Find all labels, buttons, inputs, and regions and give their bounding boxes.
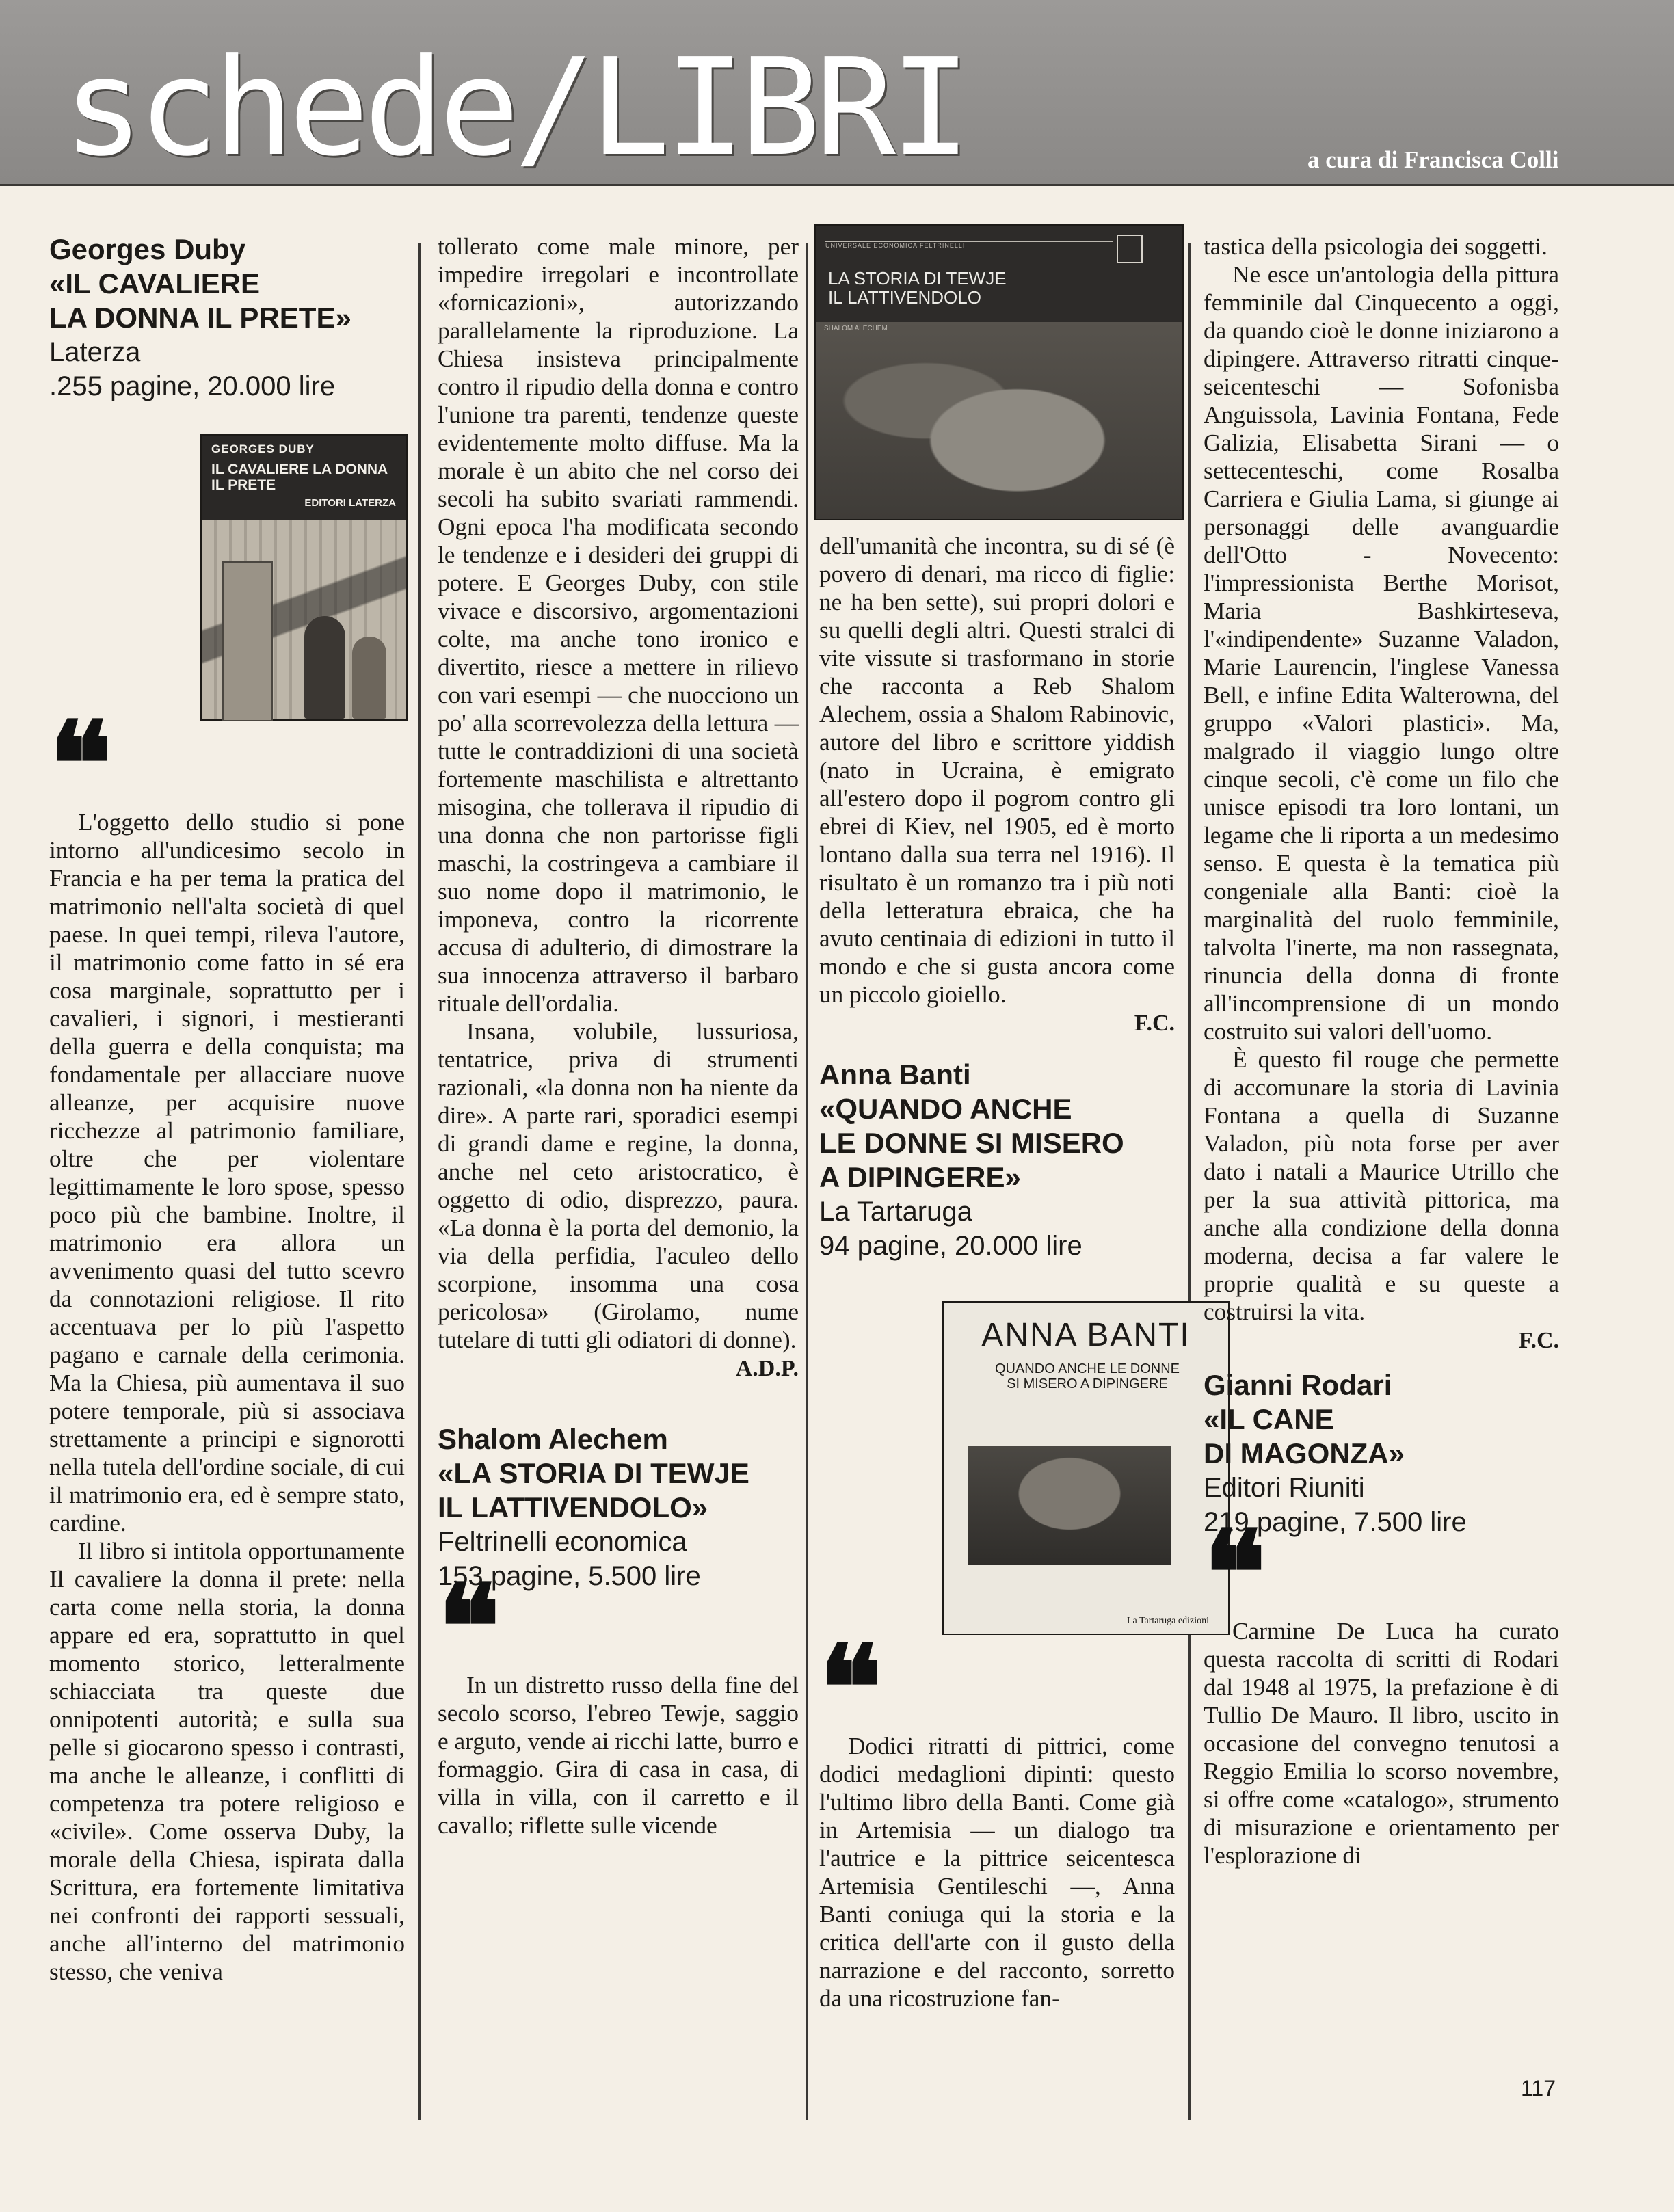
review-signature: F.C. xyxy=(1518,1328,1559,1353)
editor-credit: a cura di Francisca Colli xyxy=(1307,146,1559,173)
review-signature: F.C. xyxy=(1134,1011,1175,1036)
column-3 xyxy=(819,232,1209,2012)
book-info: .255 pagine, 20.000 lire xyxy=(49,371,336,401)
book-author: Gianni Rodari xyxy=(1204,1369,1392,1401)
review-paragraph: dell'umanità che incontra, su di sé (è povero di denari, ma ricco di figlie: ne ha ben sette), sui propri dolori e su quelli degli altri. Questi stralci di vite vissute si trasformano in storie che racconta a Reb Shalom Alechem, ossia a Shalom Rabinovic, autore del libro e scrittore yiddish (nato in Ucraina, è emigrato all'estero dopo il pogrom contro gli ebrei di Kiev, nel 1905, ed è morto lontano dalla sua terra nel 1916). Il risultato è un romanzo tra i più noti della letteratura ebraica, che ha avuto centinaia di edizioni in tutto il mondo e che si gusta ancora come un piccolo gioiello. xyxy=(819,533,1175,1008)
review-body-duby xyxy=(49,808,405,1986)
publisher-logo-icon xyxy=(1117,235,1143,263)
review-paragraph: È questo fil rouge che permette di accomunare la storia di Lavinia Fontana a quella di Suzanne Valadon, più nota forse per aver dato i natali a Maurice Utrillo che per la sua attività pittorica, ma anche alla condizione della donna moderna, decisa a far valere le proprie qualità e su queste a costruirsi la vita. xyxy=(1204,1046,1559,1325)
review-heading-banti xyxy=(819,1058,1175,1263)
section-title: schede/LIBRI xyxy=(63,30,966,186)
review-paragraph: L'oggetto dello studio si pone intorno all'undicesimo secolo in Francia e ha per tema la pratica del matrimonio nell'alta società di quel paese. In quei tempi, rileva l'autore, il matrimonio come fatto in sé era cosa marginale, soprattutto per i cavalieri, i signori, i mestieranti della guerra e della conquista; ma fondamentale per allacciare nuove alleanze, per acquisire nuove ricchezze al patrimonio familiare, oltre che per violentare legittimamente le loro spose, spesso poco più che bambine. Inoltre, il matrimonio era allora un avvenimento quasi del tutto scevro da connotazioni religiose. Il rito accentuava per lo più l'aspetto pagano e carnale della cerimonia. Ma la Chiesa, più aumentava il suo potere temporale, più si associava strettamente a principi e signorotti nella tutela dell'ordine sociale, di cui il matrimonio era, ed è sempre stato, cardine. xyxy=(49,809,405,1536)
cover-illustration xyxy=(202,520,406,719)
column-2 xyxy=(438,232,799,1839)
review-paragraph: Il libro si intitola opportunamente Il cavaliere la donna il prete: nella carta come nella storia, la donna appare ed era, soprattutto in quel momento storico, letteralmente schiacciata tra queste due onnipotenti autorità; e sulla sua pelle si giocarono spesso i contrasti, ma anche le alleanze, i conflitti di competenza tra potere religioso e «civile». Come osserva Duby, la morale della Chiesa, ispirata dalla Scrittura, era fortemente limitativa nei confronti dei rapporti sessuali, anche all'interno del matrimonio stesso, che veniva xyxy=(49,1538,405,1985)
book-cover-banti xyxy=(942,1301,1230,1635)
cover-illustration xyxy=(968,1446,1171,1565)
review-heading-rodari xyxy=(1204,1368,1559,1539)
column-rule xyxy=(418,243,421,2120)
cover-title: LA STORIA DI TEWJE IL LATTIVENDOLO xyxy=(828,268,1007,308)
review-body-alechem xyxy=(438,1671,799,1839)
review-paragraph: Carmine De Luca ha curato questa raccolta di scritti di Rodari dal 1948 al 1975, la prefazione è di Tullio De Mauro. Il libro, uscito in occasione del convegno tenutosi a Reggio Emilia lo scorso novembre, si offre come «catalogo», strumento di misurazione e orientamento per l'esplorazione di xyxy=(1204,1618,1559,1869)
quote-mark-icon: ❝ xyxy=(819,1625,873,1754)
column-rule xyxy=(1188,243,1191,2120)
quote-mark-icon: ❝ xyxy=(438,1564,491,1693)
cover-author: GEORGES DUBY xyxy=(211,442,315,455)
cover-author: SHALOM ALECHEM xyxy=(824,325,888,332)
quote-mark-icon: ❝ xyxy=(1204,1510,1257,1639)
review-paragraph: Insana, volubile, lussuriosa, tentatrice, priva di strumenti razionali, «la donna non ha niente da dire». A parte rari, sporadici esempi di grandi dame e regine, la donna, anche nel ceto aristocratico, è oggetto di odio, disprezzo, paura. «La donna è la porta del demonio, la via della perfidia, l'aculeo dello scorpione, insomma una cosa pericolosa» (Girolamo, nume tutelare di tutti gli odiatori di donne). xyxy=(438,1018,799,1353)
cover-author: ANNA BANTI xyxy=(981,1317,1191,1353)
page-number: 117 xyxy=(1521,2076,1556,2101)
column-1 xyxy=(49,232,405,1986)
review-heading-duby xyxy=(49,232,405,403)
book-info: 153 pagine, 5.500 lire xyxy=(438,1561,701,1591)
review-body-banti-continued xyxy=(1204,232,1559,1326)
review-paragraph: Ne esce un'antologia della pittura femminile dal Cinquecento a oggi, da quando cioè le donne iniziarono a dipingere. Attraverso ritratti cinque-seicenteschi — Sofonisba Anguissola, Lavinia Fontana, Fede Galizia, Elisabetta Sirani — o settecenteschi, come Rosalba Carriera e Giulia Lama, si giunge ai personaggi delle avanguardie dell'Otto - Novecento: l'impressionista Berthe Morisot, Maria Bashkirteseva, l'«indipendente» Suzanne Valadon, Marie Laurencin, l'inglese Vanessa Bell, e infine Edita Walterowna, del gruppo «Valori plastici». Ma, malgrado il viaggio lungo oltre cinque secoli, c'è come un filo che unisce episodi tra loro lontani, un legame che li riporta a un medesimo senso. E questa è la tematica più congeniale alla Banti: cioè la marginalità del ruolo femminile, talvolta l'inerte, ma non rassegnata, rinuncia della donna di fronte all'incomprensione di un mondo costruito sui valori dell'uomo. xyxy=(1204,261,1559,1045)
book-author: Shalom Alechem xyxy=(438,1423,668,1455)
review-signature: A.D.P. xyxy=(735,1356,799,1381)
cover-series: UNIVERSALE ECONOMICA FELTRINELLI xyxy=(825,241,1113,252)
book-title: «IL CAVALIERE LA DONNA IL PRETE» xyxy=(49,267,351,334)
review-body-rodari xyxy=(1204,1617,1559,1869)
column-rule xyxy=(806,243,808,2120)
book-cover-duby xyxy=(200,434,408,721)
book-publisher: Feltrinelli economica xyxy=(438,1527,687,1557)
book-author: Georges Duby xyxy=(49,233,246,265)
section-header xyxy=(0,0,1674,186)
cover-title: IL CAVALIERE LA DONNA IL PRETE xyxy=(211,462,388,493)
review-paragraph: In un distretto russo della fine del secolo scorso, l'ebreo Tewje, saggio e arguto, vende ai ricchi latte, burro e formaggio. Gira di casa in casa, di villa in villa, con il carretto e il cavallo; riflette sulle vicende xyxy=(438,1672,799,1839)
review-paragraph: tollerato come male minore, per impedire irregolari e incontrollate «fornicazioni», autorizzando parallelamente la riproduzione. La Chiesa insisteva principalmente contro il ripudio della donna e contro l'unione tra parenti, tendenze queste evidentemente molto diffuse. Ma la morale è un abito che nel corso dei secoli ha subito svariati rammendi. Ogni epoca l'ha modificata secondo le tendenze e i desideri dei gruppi di potere. E Georges Duby, con stile vivace e discorsivo, argomentazioni colte, ma anche tono ironico e divertito, riesce a mettere in rilievo con vari esempi — che nuocciono un po' alla scorrevolezza della lettura — tutte le contraddizioni di una società fortemente maschilista e altrettanto misogina, che tollerava il ripudio di una donna che non partorisse figli maschi, la costringeva a cambiare il suo nome dopo il matrimonio, le imponeva, contro la ricorrente accusa di adulterio, di dimostrare la sua innocenza attraverso il barbaro rituale dell'ordalia. xyxy=(438,233,799,1017)
review-paragraph: Dodici ritratti di pittrici, come dodici medaglioni dipinti: questo l'ultimo libro della Banti. Come già in Artemisia — un dialogo tra l'autrice e la pittrice seicentesca Artemisia Gentileschi —, Anna Banti coniuga qui la storia e la critica dell'arte con il gusto della narrazione e del racconto, sorretto da una ricostruzione fan- xyxy=(819,1733,1175,2012)
review-body-banti xyxy=(819,1732,1175,2012)
book-info: 219 pagine, 7.500 lire xyxy=(1204,1507,1467,1537)
book-title: «IL CANE DI MAGONZA» xyxy=(1204,1403,1405,1469)
cover-publisher: EDITORI LATERZA xyxy=(304,497,396,509)
cover-illustration xyxy=(816,322,1182,519)
book-publisher: La Tartaruga xyxy=(819,1197,972,1227)
book-author: Anna Banti xyxy=(819,1058,971,1091)
review-body-alechem-continued xyxy=(819,532,1175,1009)
book-publisher: Laterza xyxy=(49,337,141,367)
column-4 xyxy=(1204,232,1559,1869)
book-title: «LA STORIA DI TEWJE IL LATTIVENDOLO» xyxy=(438,1457,749,1523)
book-cover-alechem xyxy=(814,224,1184,520)
cover-publisher: La Tartaruga edizioni xyxy=(1126,1616,1209,1626)
cover-title: QUANDO ANCHE LE DONNE SI MISERO A DIPINGERE xyxy=(994,1361,1180,1391)
review-heading-alechem xyxy=(438,1422,799,1593)
review-body-duby-continued xyxy=(438,232,799,1354)
book-publisher: Editori Riuniti xyxy=(1204,1473,1365,1503)
book-title: «QUANDO ANCHE LE DONNE SI MISERO A DIPINGERE» xyxy=(819,1093,1124,1193)
quote-mark-icon: ❝ xyxy=(49,702,103,830)
book-info: 94 pagine, 20.000 lire xyxy=(819,1231,1082,1261)
review-paragraph: tastica della psicologia dei soggetti. xyxy=(1204,233,1547,260)
